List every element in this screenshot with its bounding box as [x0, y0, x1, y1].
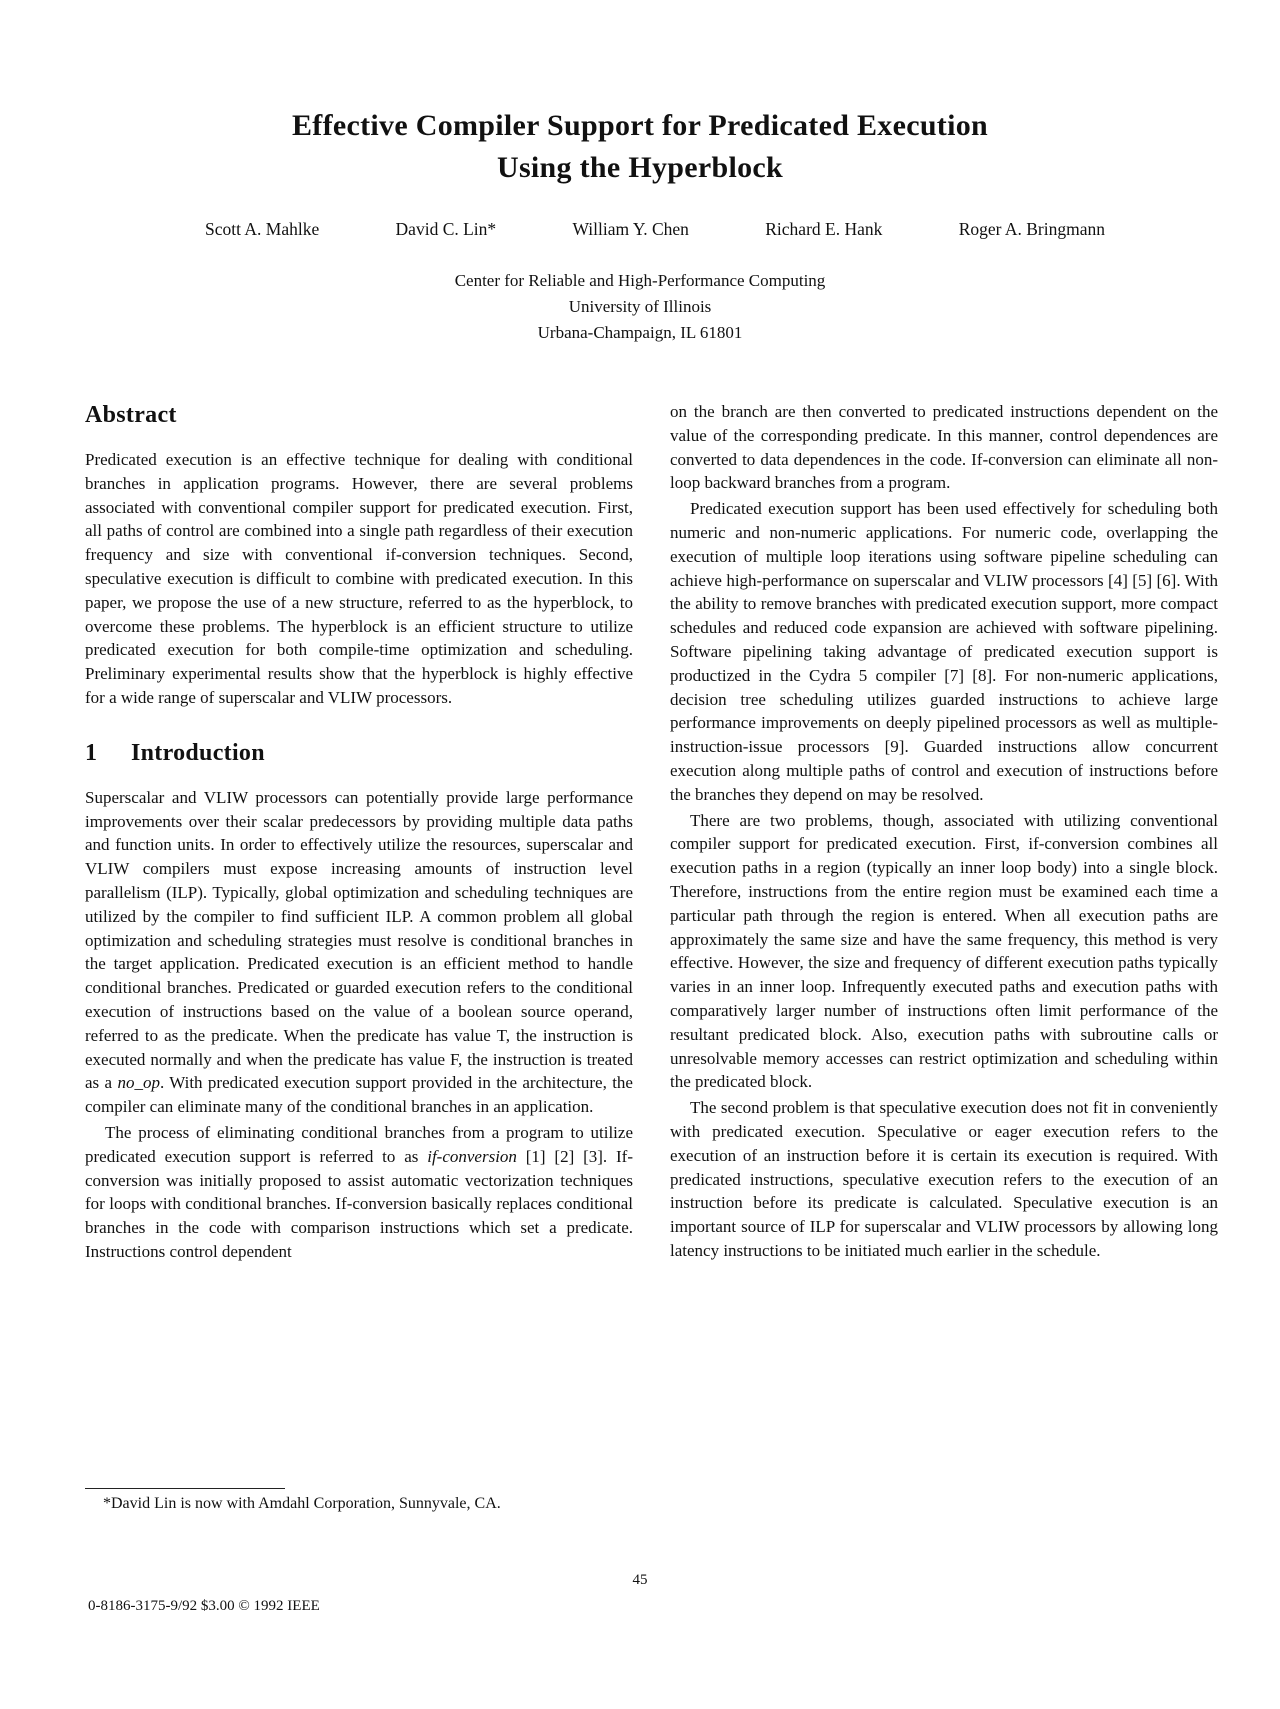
author: William Y. Chen: [572, 219, 689, 239]
intro-paragraph-4: There are two problems, though, associated with utilizing conventional compiler support for predicated execution. First, if-conversion combines all execution paths in a region (typically an inner loop body) into a single block. Therefore, instructions from the entire region must be examined each time a particular path through the region is entered. When all execution paths are approximately the same size and have the same frequency, this method is very effective. However, the size and frequency of different execution paths typically varies in an inner loop. Infrequently executed paths and execution paths with comparatively larger number of instructions often limit performance of the resultant predicated block. Also, execution paths with subroutine calls or unresolvable memory accesses can restrict optimization and scheduling within the predicated block.: [670, 810, 1218, 1092]
intro-p1-text-a: Superscalar and VLIW processors can potentially provide large performance improvements over their scalar predecessors by providing multiple data paths and function units. In order to effectively utilize the resources, superscalar and VLIW compilers must expose increasing amounts of instruction level parallelism (ILP). Typically, global optimization and scheduling techniques are utilized by the compiler to find sufficient ILP. A common problem all global optimization and scheduling strategies must resolve is conditional branches in the target application. Predicated execution is an efficient method to handle conditional branches. Predicated or guarded execution refers to the conditional execution of instructions based on the value of a boolean source operand, referred to as the predicate. When the predicate has value T, the instruction is executed normally and when the predicate has value F, the instruction is treated as a: [85, 787, 633, 1093]
section-number: 1: [85, 739, 98, 766]
paper-title-line-2: Using the Hyperblock: [496, 151, 784, 184]
affiliation-location: Urbana-Champaign, IL 61801: [537, 323, 743, 342]
copyright-notice: 0-8186-3175-9/92 $3.00 © 1992 IEEE: [88, 1598, 320, 1614]
abstract-heading: [85, 400, 633, 430]
intro-p2-emphasis: if-conversion: [427, 1146, 517, 1166]
author: Richard E. Hank: [765, 219, 883, 239]
author: Scott A. Mahlke: [205, 219, 320, 239]
section-gap: [85, 710, 633, 738]
page-number: 45: [632, 1572, 648, 1588]
author: David C. Lin*: [395, 219, 497, 239]
intro-paragraph-2: [85, 1121, 633, 1264]
affiliation-center: Center for Reliable and High-Performance Computing: [454, 271, 826, 290]
intro-paragraph-3: Predicated execution support has been used effectively for scheduling both numeric and non-numeric applications. For numeric code, overlapping the execution of multiple loop iterations using software pipeline scheduling can achieve high-performance on superscalar and VLIW processors [4] [5] [6]. With the ability to remove branches with predicated execution support, more compact schedules and reduced code expansion are achieved with software pipelining. Software pipelining taking advantage of predicated execution support is productized in the Cydra 5 compiler [7] [8]. For non-numeric applications, decision tree scheduling utilizes guarded instructions to achieve large performance improvements on deeply pipelined processors as well as multiple-instruction-issue processors [9]. Guarded instructions allow concurrent execution along multiple paths of control and execution of instructions before the branches they depend on may be resolved.: [670, 499, 1218, 804]
intro-p1-text-b: . With predicated execution support provided in the architecture, the compiler can eliminate many of the conditional branches in an application.: [85, 1073, 633, 1117]
footnote-divider: [85, 1488, 285, 1489]
right-column: [670, 400, 1218, 1263]
intro-p2-text-b: [1] [2] [3]. If-conversion was initially proposed to assist automatic vectorization techniques for loops with conditional branches. If-conversion basically replaces conditional branches in the code with comparison instructions which set a predicate. Instructions control dependent: [85, 1146, 633, 1261]
affiliation-university: University of Illinois: [568, 297, 712, 316]
author-list: [205, 217, 1105, 241]
section-title: Introduction: [131, 739, 265, 766]
intro-paragraph-1: [85, 786, 633, 1119]
intro-p2-text-a: The process of eliminating conditional branches from a program to utilize predicated execution support is referred to as: [85, 1122, 633, 1166]
intro-paragraph-5: The second problem is that speculative execution does not fit in conveniently with predicated execution. Speculative or eager execution refers to the execution of an instruction before it is certain its execution is required. With predicated instructions, speculative execution refers to the execution of an instruction before its predicate is calculated. Speculative execution is an important source of ILP for superscalar and VLIW processors by allowing long latency instructions to be initiated much earlier in the schedule.: [670, 1098, 1218, 1260]
author: Roger A. Bringmann: [958, 219, 1105, 239]
left-column: [85, 400, 633, 1264]
footnote: *David Lin is now with Amdahl Corporation, Sunnyvale, CA.: [103, 1495, 501, 1512]
introduction-heading: [85, 738, 633, 768]
abstract-heading-text: Abstract: [85, 402, 177, 428]
paper-title-line-1: Effective Compiler Support for Predicated Execution: [291, 109, 989, 142]
intro-p1-emphasis: no_op: [117, 1073, 160, 1093]
abstract-text: Predicated execution is an effective technique for dealing with conditional branches in application programs. However, there are several problems associated with conventional compiler support for predicated execution. First, all paths of control are combined into a single path regardless of their execution frequency and size with conventional if-conversion techniques. Second, speculative execution is difficult to combine with predicated execution. In this paper, we propose the use of a new structure, referred to as the hyperblock, to overcome these problems. The hyperblock is an efficient structure to utilize predicated execution for both compile-time optimization and scheduling. Preliminary experimental results show that the hyperblock is highly effective for a wide range of superscalar and VLIW processors.: [85, 450, 633, 707]
intro-paragraph-2-continued: on the branch are then converted to predicated instructions dependent on the value of the corresponding predicate. In this manner, control dependences are converted to data dependences in the code. If-conversion can eliminate all non-loop backward branches from a program.: [670, 402, 1218, 493]
